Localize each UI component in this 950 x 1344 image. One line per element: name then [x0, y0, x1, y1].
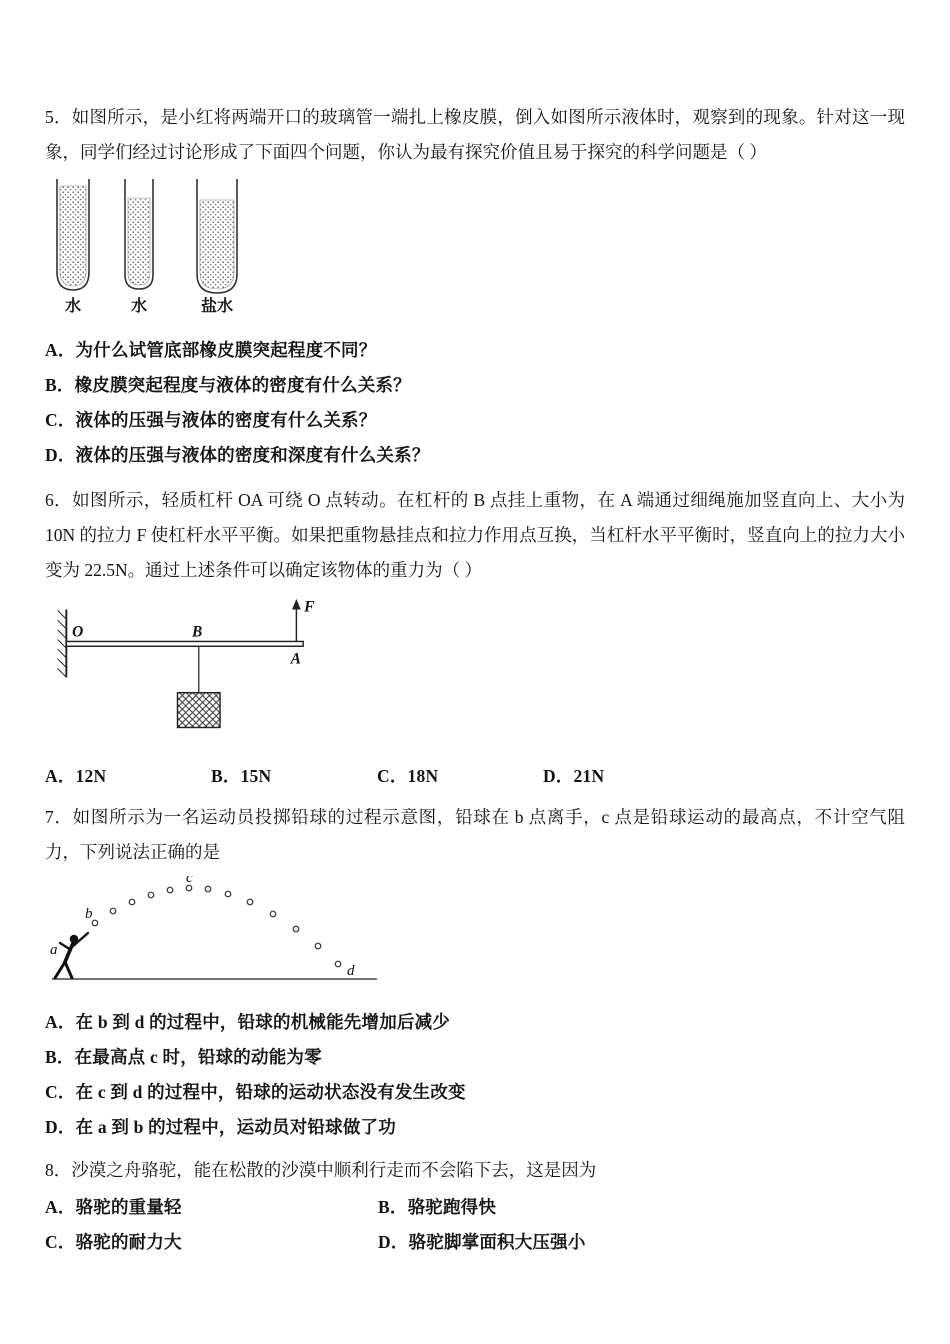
q5-option-a: A．为什么试管底部橡皮膜突起程度不同？ [45, 340, 377, 360]
projectile-figure [47, 876, 905, 993]
question-8 [45, 1153, 905, 1260]
question-7 [45, 800, 905, 1145]
test-tubes-figure [47, 176, 905, 321]
weight-block [178, 693, 221, 728]
q8-option-d: D．骆驼脚掌面积大压强小 [378, 1232, 586, 1252]
lever-point-o-label: O [72, 623, 84, 641]
q8-option-c: C．骆驼的耐力大 [45, 1232, 182, 1252]
q5-option-b: B．橡皮膜突起程度与液体的密度有什么关系？ [45, 375, 411, 395]
question-7-stem: 7．如图所示为一名运动员投掷铅球的过程示意图，铅球在 b 点离手，c 点是铅球运动的最高点，不计空气阻力，下列说法正确的是 [45, 807, 905, 862]
q7-option-a: A．在 b 到 d 的过程中，铅球的机械能先增加后减少 [45, 1012, 451, 1032]
q6-option-b: B．15N [211, 766, 272, 786]
tube-3-liquid [200, 200, 234, 289]
tube-1-label: 水 [64, 298, 82, 315]
athlete-figure [55, 933, 88, 978]
q8-option-a: A．骆驼的重量轻 [45, 1197, 182, 1217]
q6-option-d: D．21N [543, 766, 605, 786]
q8-option-b: B．骆驼跑得快 [378, 1197, 497, 1217]
question-5-options [45, 333, 905, 473]
question-6 [45, 483, 905, 794]
tube-1-liquid [60, 186, 86, 286]
lever-point-b-label: B [192, 623, 203, 641]
q5-option-c: C．液体的压强与液体的密度有什么关系？ [45, 410, 377, 430]
projectile-diagram [47, 876, 387, 988]
tube-2-liquid [128, 198, 150, 285]
lever-force-f-label: F [304, 598, 315, 616]
point-c-label: c [186, 876, 193, 886]
question-8-options [45, 1190, 905, 1260]
force-arrow [292, 599, 301, 642]
question-6-stem: 6．如图所示，轻质杠杆 OA 可绕 O 点转动。在杠杆的 B 点挂上重物，在 A 端通过细绳施加竖直向上、大小为 10N 的拉力 F 使杠杆水平平衡。如果把重物悬挂点和拉力作用点互换，当杠杆水平平衡时，竖直向上的拉力大小变为 22.5N。通过上述条件可以确定该物体的重力为（ ） [45, 490, 905, 580]
lever-diagram [47, 594, 337, 744]
point-b-label: b [85, 906, 93, 922]
q7-option-b: B．在最高点 c 时，铅球的动能为零 [45, 1047, 322, 1067]
test-tubes-diagram [47, 176, 259, 316]
question-5-stem: 5．如图所示，是小红将两端开口的玻璃管一端扎上橡皮膜，倒入如图所示液体时，观察到的现象。针对这一现象，同学们经过讨论形成了下面四个问题，你认为最有探究价值且易于探究的科学问题是（ ） [45, 107, 905, 162]
question-8-stem: 8．沙漠之舟骆驼，能在松散的沙漠中顺利行走而不会陷下去，这是因为 [45, 1160, 597, 1180]
q5-option-d: D．液体的压强与液体的密度和深度有什么关系？ [45, 445, 430, 465]
tube-3-label: 盐水 [200, 298, 234, 315]
question-6-options [45, 759, 905, 794]
lever-point-a-label: A [290, 650, 301, 668]
lever-figure [47, 594, 905, 749]
question-7-options [45, 1005, 905, 1145]
tube-2-label: 水 [130, 298, 148, 315]
trajectory-dots [92, 885, 341, 967]
point-a-label: a [50, 942, 58, 958]
question-5 [45, 100, 905, 473]
q7-option-d: D．在 a 到 b 的过程中，运动员对铅球做了功 [45, 1117, 396, 1137]
wall-hatch [58, 610, 67, 678]
q7-option-c: C．在 c 到 d 的过程中，铅球的运动状态没有发生改变 [45, 1082, 466, 1102]
q6-option-a: A．12N [45, 766, 107, 786]
q6-option-c: C．18N [377, 766, 439, 786]
lever-bar [66, 641, 303, 646]
point-d-label: d [347, 963, 355, 979]
